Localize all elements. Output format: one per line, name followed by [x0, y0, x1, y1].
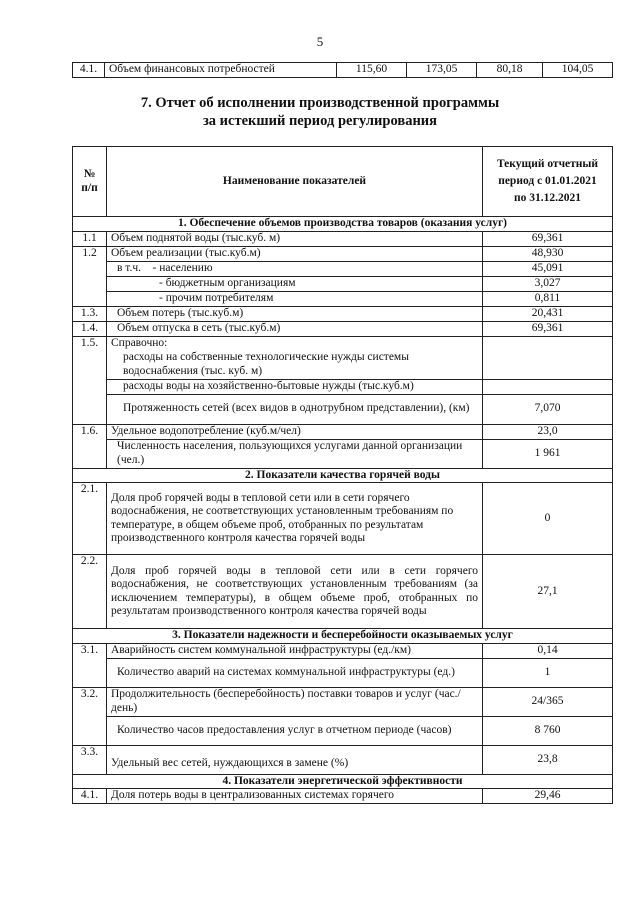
row-number: 1.1	[73, 231, 107, 246]
header-period: Текущий отчетный период с 01.01.2021 по 31.12.2021	[483, 147, 613, 217]
row-number: 1.4.	[73, 321, 107, 336]
row-name: Аварийность систем коммунальной инфраструктуры (ед./км)	[107, 643, 483, 658]
row-value: 69,361	[483, 321, 613, 336]
row-value: 7,070	[483, 394, 613, 424]
table-row	[73, 555, 613, 629]
table-row	[73, 351, 613, 379]
table-row	[73, 483, 613, 555]
section-header	[73, 629, 613, 644]
page-title	[0, 94, 640, 130]
section-4-title: 4. Показатели энергетической эффективности	[73, 774, 613, 789]
row-value: 1	[483, 658, 613, 687]
title-line-2: за истекший период регулирования	[202, 113, 438, 129]
row-prefix: в т.ч.	[117, 261, 141, 274]
table-row	[73, 306, 613, 321]
row-name: Справочно:	[107, 336, 483, 351]
row-number: 4.1.	[73, 789, 107, 804]
row-name: Объем реализации (тыс.куб.м)	[107, 246, 483, 261]
row-value	[483, 336, 613, 351]
row-value	[483, 351, 613, 379]
row-number: 3.2.	[73, 687, 107, 745]
section-2-title: 2. Показатели качества горячей воды	[73, 468, 613, 483]
row-name: Объем поднятой воды (тыс.куб. м)	[107, 231, 483, 246]
section-header	[73, 774, 613, 789]
row-value: 0,811	[483, 291, 613, 306]
top-continuation-table	[72, 62, 613, 78]
row-number: 1.2	[73, 246, 107, 306]
table-row	[73, 336, 613, 351]
row-value: 48,930	[483, 246, 613, 261]
row-value	[483, 379, 613, 394]
row-value: 173,05	[407, 63, 477, 78]
row-name: Доля проб горячей воды в тепловой сети или в сети горячего водоснабжения, не соответствующих установленным требованиям по температуре, в общем объеме проб, отобранных по результатам производственного контроля качества горячей воды	[107, 483, 483, 555]
table-row	[73, 63, 613, 78]
section-header	[73, 217, 613, 232]
table-row	[73, 439, 613, 468]
row-number: 4.1.	[73, 63, 105, 78]
row-value: 27,1	[483, 555, 613, 629]
table-header	[73, 147, 613, 217]
row-name: - бюджетным организациям	[107, 276, 483, 291]
row-value: 20,431	[483, 306, 613, 321]
row-value: 0	[483, 483, 613, 555]
row-name: расходы на собственные технологические нужды системы водоснабжения (тыс. куб. м)	[107, 351, 483, 379]
row-value: 23,0	[483, 424, 613, 439]
row-number: 2.1.	[73, 483, 107, 555]
row-value: 69,361	[483, 231, 613, 246]
row-name: Количество аварий на системах коммунальной инфраструктуры (ед.)	[107, 658, 483, 687]
row-value: 0,14	[483, 643, 613, 658]
report-table	[72, 146, 613, 804]
row-name: - прочим потребителям	[107, 291, 483, 306]
row-number: 2.2.	[73, 555, 107, 629]
table-row	[73, 789, 613, 804]
table-row	[73, 276, 613, 291]
table-row	[73, 716, 613, 745]
row-name: расходы воды на хозяйственно-бытовые нужды (тыс.куб.м)	[107, 379, 483, 394]
row-value: 24/365	[483, 687, 613, 716]
row-name: Объем финансовых потребностей	[105, 63, 337, 78]
row-name: Объем отпуска в сеть (тыс.куб.м)	[107, 321, 483, 336]
table-row	[73, 321, 613, 336]
row-name: Продолжительность (бесперебойность) поставки товаров и услуг (час./день)	[107, 687, 483, 716]
table-row	[73, 643, 613, 658]
row-name: Объем потерь (тыс.куб.м)	[107, 306, 483, 321]
row-name: Удельный вес сетей, нуждающихся в замене (%)	[107, 745, 483, 774]
table-row	[73, 291, 613, 306]
row-number: 1.5.	[73, 336, 107, 424]
row-name: Численность населения, пользующихся услугами данной организации (чел.)	[107, 439, 483, 468]
row-value: 45,091	[483, 261, 613, 276]
table-row	[73, 379, 613, 394]
row-value: 1 961	[483, 439, 613, 468]
page-number: 5	[316, 34, 324, 49]
table-row	[73, 394, 613, 424]
table-row	[73, 424, 613, 439]
row-value: 104,05	[543, 63, 613, 78]
row-value: 29,46	[483, 789, 613, 804]
row-subname: - населению	[152, 261, 213, 274]
row-number: 3.3.	[73, 745, 107, 774]
row-number: 1.6.	[73, 424, 107, 468]
section-3-title: 3. Показатели надежности и бесперебойности оказываемых услуг	[73, 629, 613, 644]
row-value: 115,60	[337, 63, 407, 78]
header-name: Наименование показателей	[107, 147, 483, 217]
header-num: № п/п	[73, 147, 107, 217]
row-name: Доля потерь воды в централизованных системах горячего	[107, 789, 483, 804]
table-row	[73, 658, 613, 687]
section-header	[73, 468, 613, 483]
title-line-1: 7. Отчет об исполнении производственной программы	[140, 95, 500, 111]
row-number: 1.3.	[73, 306, 107, 321]
row-name	[107, 261, 483, 276]
row-value: 8 760	[483, 716, 613, 745]
row-value: 80,18	[477, 63, 543, 78]
row-name: Количество часов предоставления услуг в отчетном периоде (часов)	[107, 716, 483, 745]
table-row	[73, 687, 613, 716]
row-value: 3,027	[483, 276, 613, 291]
row-name: Доля проб горячей воды в тепловой сети или в сети горячего водоснабжения, не соответствующих установленным требованиям (за исключением температуры), в общем объеме проб, отобранных по результатам производственного контроля качества горячей воды	[107, 555, 483, 629]
table-row	[73, 231, 613, 246]
table-row	[73, 745, 613, 774]
section-1-title: 1. Обеспечение объемов производства товаров (оказания услуг)	[73, 217, 613, 232]
table-row	[73, 246, 613, 261]
row-number: 3.1.	[73, 643, 107, 687]
row-value: 23,8	[483, 745, 613, 774]
row-name: Протяженность сетей (всех видов в однотрубном представлении), (км)	[107, 394, 483, 424]
row-name: Удельное водопотребление (куб.м/чел)	[107, 424, 483, 439]
table-row	[73, 261, 613, 276]
